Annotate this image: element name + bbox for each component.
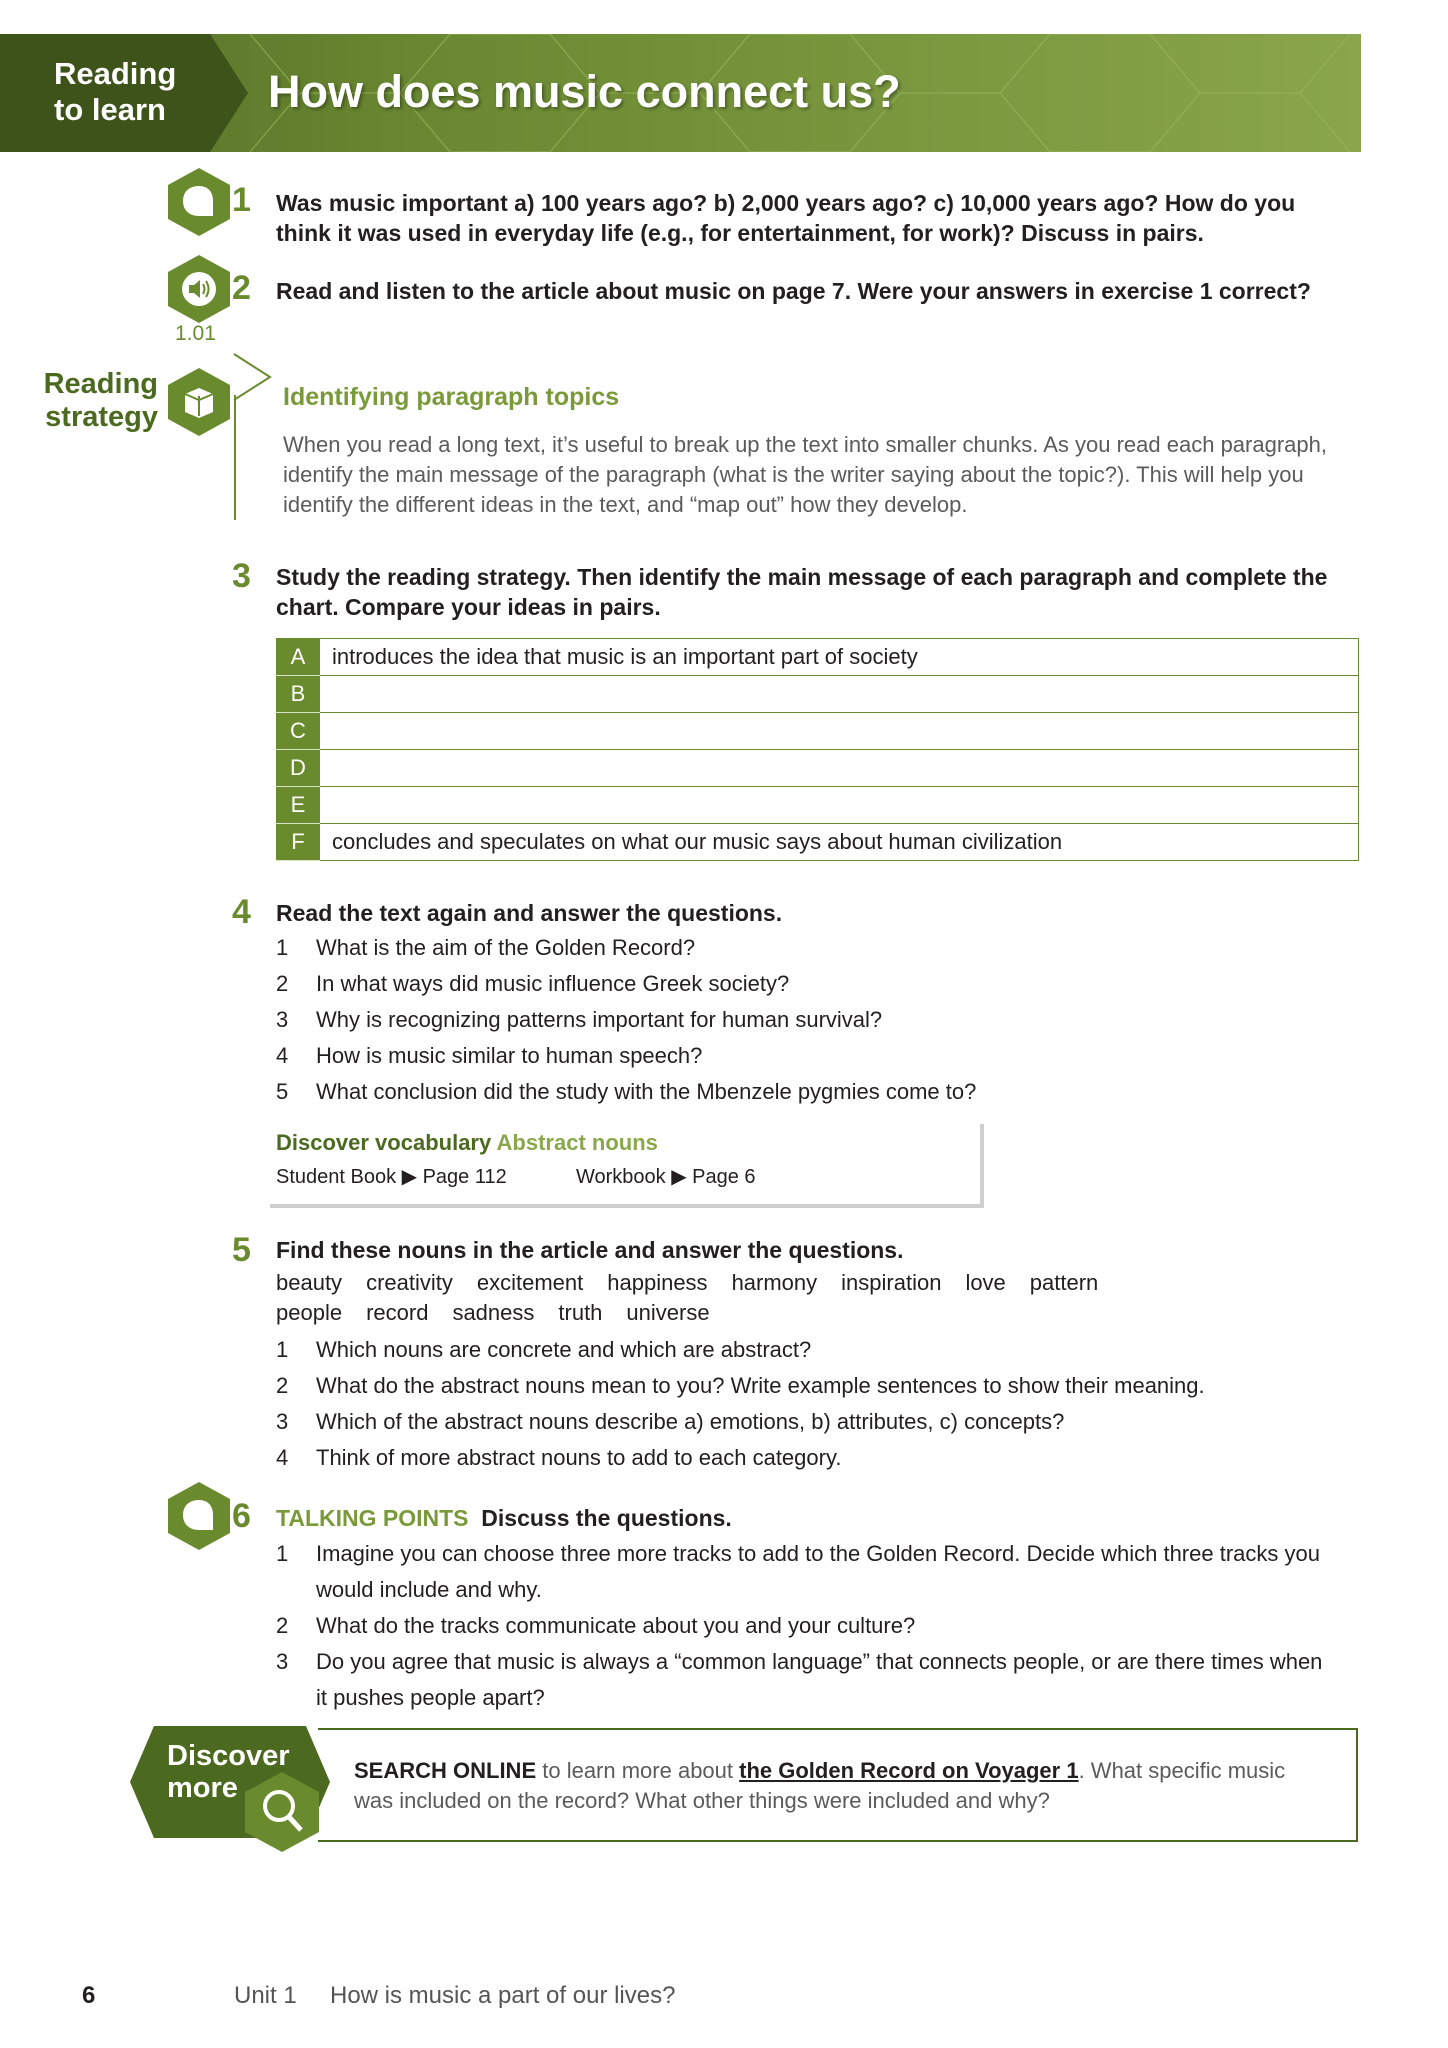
noun: happiness: [607, 1270, 708, 1295]
exercise-1-instruction: Was music important a) 100 years ago? b) 2,000 years ago? c) 10,000 years ago? How do you think it was used in everyday life (e.g., for entertainment, for work)? Discuss in pairs.: [276, 190, 1296, 246]
noun: record: [366, 1300, 429, 1325]
section-tab-line1: Reading: [54, 56, 177, 91]
unit-title: How is music a part of our lives?: [330, 1982, 676, 2009]
noun: beauty: [276, 1270, 343, 1295]
book-icon: [168, 368, 230, 436]
discover-more-text: [354, 1756, 1314, 1816]
section-tab-line2: to learn: [54, 92, 166, 127]
question-text: Which nouns are concrete and which are abstract?: [316, 1337, 812, 1362]
question-number: 3: [276, 1649, 289, 1674]
question-number: 2: [276, 1613, 289, 1638]
chart-cell[interactable]: [320, 713, 1359, 750]
question-number: 3: [276, 1409, 289, 1434]
noun: creativity: [366, 1270, 453, 1295]
question-text: How is music similar to human speech?: [316, 1043, 703, 1068]
discover-more-text-after: . What specific music was included on the record? What other things were included and why?: [354, 1758, 1286, 1813]
question-text: What is the aim of the Golden Record?: [316, 935, 696, 960]
page-title: How does music connect us?: [268, 66, 901, 117]
question-text: Why is recognizing patterns important for human survival?: [316, 1007, 883, 1032]
reading-strategy-label-line1: Reading: [43, 368, 158, 400]
exercise-4-instruction: Read the text again and answer the questions.: [276, 900, 783, 926]
noun: excitement: [476, 1270, 584, 1295]
question-number: 1: [276, 1337, 289, 1362]
unit-label: Unit 1: [234, 1982, 297, 2009]
question-text: Think of more abstract nouns to add to each category.: [316, 1445, 842, 1470]
chart-row-c: [277, 713, 1359, 750]
question-number: 2: [276, 971, 289, 996]
discover-more-line2: more: [167, 1772, 238, 1804]
noun-list-line1: [276, 1270, 1122, 1296]
vocab-title: [276, 1130, 658, 1156]
noun: truth: [558, 1300, 603, 1325]
question-text: would include and why.: [316, 1577, 542, 1602]
vocab-title-main: Discover vocabulary: [276, 1130, 492, 1155]
header-banner: [0, 34, 1361, 152]
noun: love: [965, 1270, 1006, 1295]
speaking-icon: [168, 1482, 230, 1550]
search-online-label: SEARCH ONLINE: [354, 1758, 537, 1783]
question-number: 2: [276, 1373, 289, 1398]
chart-row-d: [277, 750, 1359, 787]
paragraph-chart: [276, 638, 1359, 861]
strategy-title: Identifying paragraph topics: [283, 383, 620, 411]
chart-cell[interactable]: [320, 676, 1359, 713]
chart-row-e: [277, 787, 1359, 824]
discover-more-text-before: to learn more about: [536, 1758, 740, 1783]
exercise-4-number: 4: [232, 893, 251, 931]
exercise-6-text: Discuss the questions.: [481, 1505, 732, 1531]
exercise-1-number: 1: [232, 181, 251, 219]
chart-letter: B: [277, 676, 320, 713]
vocab-subtitle: Abstract nouns: [496, 1130, 658, 1155]
chart-letter: E: [277, 787, 320, 824]
question-number: 3: [276, 1007, 289, 1032]
chart-row-b: [277, 676, 1359, 713]
chart-row-a: [277, 639, 1359, 676]
audio-track-number: 1.01: [175, 322, 216, 345]
section-tab-label: [54, 56, 176, 128]
student-book-link[interactable]: Student Book ▶ Page 112: [276, 1166, 507, 1188]
chart-letter: F: [277, 824, 320, 861]
chart-cell[interactable]: introduces the idea that music is an important part of society: [320, 639, 1359, 676]
chart-cell[interactable]: [320, 750, 1359, 787]
chart-letter: A: [277, 639, 320, 676]
exercise-6-instruction: [276, 1503, 732, 1533]
discover-more-line1: Discover: [167, 1740, 290, 1772]
noun: inspiration: [841, 1270, 942, 1295]
exercise-2-instruction: Read and listen to the article about music on page 7. Were your answers in exercise 1 correct?: [276, 278, 1311, 304]
noun: people: [276, 1300, 343, 1325]
question-number: 4: [276, 1043, 289, 1068]
noun: universe: [626, 1300, 710, 1325]
exercise-2-number: 2: [232, 269, 251, 307]
noun: pattern: [1029, 1270, 1099, 1295]
exercise-5-number: 5: [232, 1231, 251, 1269]
chart-cell[interactable]: concludes and speculates on what our music says about human civilization: [320, 824, 1359, 861]
page-number: 6: [82, 1982, 96, 2009]
noun: sadness: [452, 1300, 535, 1325]
discover-vocabulary-box: [270, 1124, 984, 1208]
question-text: In what ways did music influence Greek society?: [316, 971, 790, 996]
exercise-3-number: 3: [232, 557, 251, 595]
question-number: 1: [276, 935, 289, 960]
question-text: What conclusion did the study with the Mbenzele pygmies come to?: [316, 1079, 977, 1104]
question-text: Imagine you can choose three more tracks to add to the Golden Record. Decide which three tracks you: [316, 1541, 1320, 1566]
question-text: Which of the abstract nouns describe a) emotions, b) attributes, c) concepts?: [316, 1409, 1065, 1434]
speaking-icon: [168, 168, 230, 236]
reading-strategy-label: [42, 368, 158, 434]
audio-icon[interactable]: [168, 255, 230, 323]
question-text: What do the abstract nouns mean to you? Write example sentences to show their meaning.: [316, 1373, 1205, 1398]
question-text: What do the tracks communicate about you and your culture?: [316, 1613, 916, 1638]
exercise-3-instruction: Study the reading strategy. Then identify the main message of each paragraph and complete the chart. Compare your ideas in pairs.: [276, 564, 1328, 620]
chart-row-f: [277, 824, 1359, 861]
exercise-5-instruction: Find these nouns in the article and answer the questions.: [276, 1237, 904, 1263]
workbook-link[interactable]: Workbook ▶ Page 6: [576, 1166, 756, 1188]
question-text: it pushes people apart?: [316, 1685, 545, 1710]
chart-letter: C: [277, 713, 320, 750]
question-number: 5: [276, 1079, 289, 1104]
question-number: 4: [276, 1445, 289, 1470]
noun-list-line2: [276, 1300, 734, 1326]
strategy-chevron: [232, 352, 274, 402]
strategy-body: When you read a long text, it’s useful to break up the text into smaller chunks. As you read each paragraph, identify the main message of the paragraph (what is the writer saying about the topic?). This will help you identify the different ideas in the text, and “map out” how they develop.: [283, 432, 1327, 517]
reading-strategy-label-line2: strategy: [45, 401, 158, 433]
exercise-6-number: 6: [232, 1497, 251, 1535]
question-number: 1: [276, 1541, 289, 1566]
chart-cell[interactable]: [320, 787, 1359, 824]
golden-record-link[interactable]: the Golden Record on Voyager 1: [739, 1758, 1079, 1783]
strategy-divider: [234, 395, 236, 520]
noun: harmony: [731, 1270, 818, 1295]
talking-points-label: TALKING POINTS: [276, 1505, 469, 1531]
chart-letter: D: [277, 750, 320, 787]
question-text: Do you agree that music is always a “common language” that connects people, or are there times when: [316, 1649, 1323, 1674]
